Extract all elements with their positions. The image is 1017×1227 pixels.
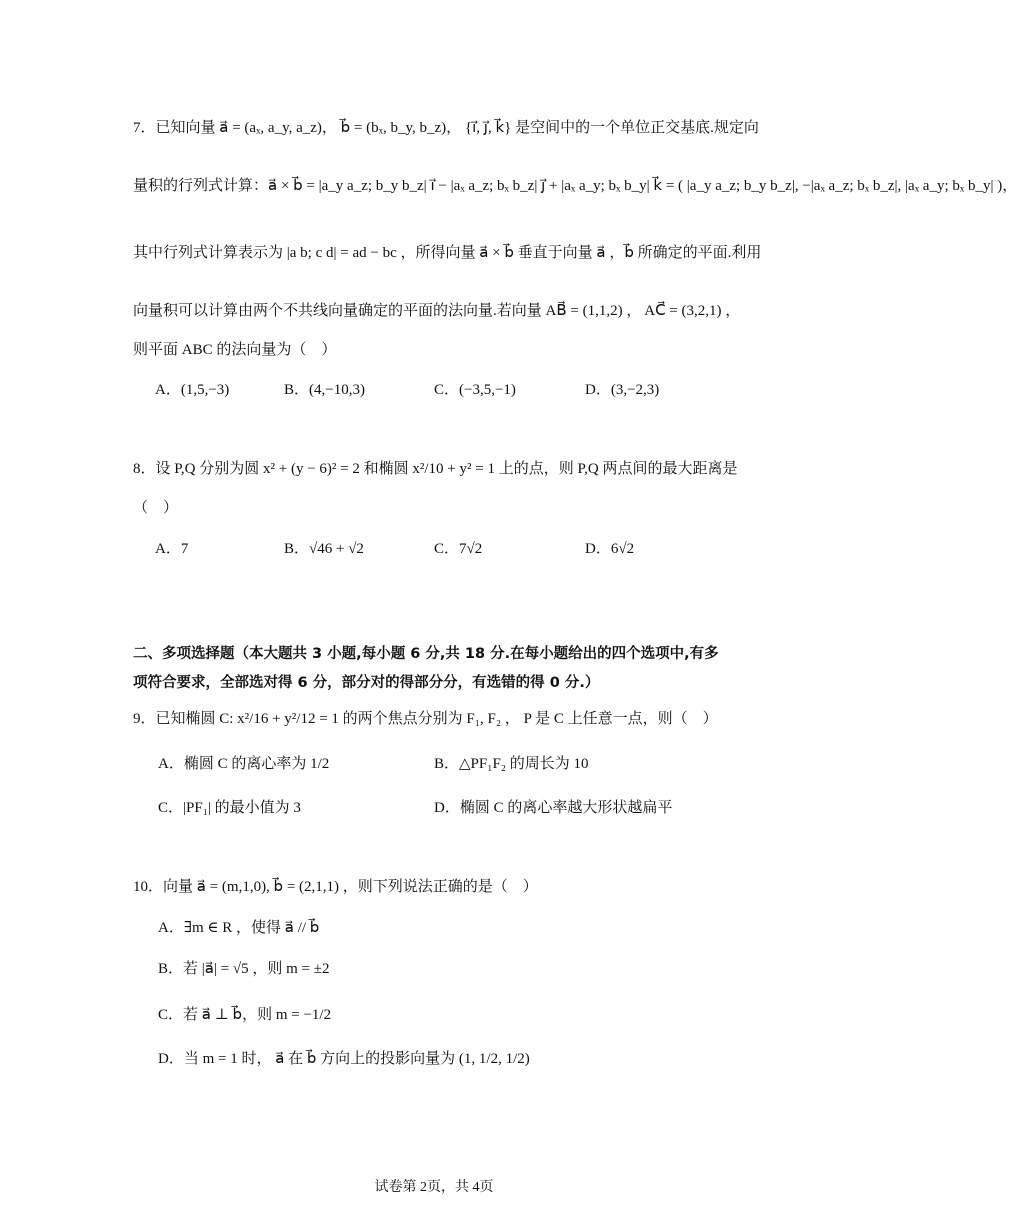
q10-option-b: B．若 |a⃗| = √5 ，则 m = ±2 xyxy=(158,961,330,977)
q10-line1: 10．向量 a⃗ = (m,1,0), b⃗ = (2,1,1) ，则下列说法正确的是（ ） xyxy=(133,879,538,895)
q7-option-d: D．(3,−2,3) xyxy=(585,382,660,398)
q7-option-b: B．(4,−10,3) xyxy=(284,382,365,398)
q10-option-d: D．当 m = 1 时， a⃗ 在 b⃗ 方向上的投影向量为 (1, 1/2, 1/2) xyxy=(158,1051,530,1067)
section2-heading-line2: 项符合要求，全部选对得 6 分，部分对的得部分分，有选错的得 0 分.） xyxy=(133,675,600,691)
q7-line2: 量积的行列式计算：a⃗ × b⃗ = |a_y a_z; b_y b_z| i⃗ − |aₓ a_z; bₓ b_z| j⃗ + |aₓ a_y; bₓ b_y| k⃗ = ( |a_y a_z; b_y b_z|, −|aₓ a_z; bₓ b_z|, |aₓ a_y; bₓ b_y| )， xyxy=(133,178,1017,194)
q9-option-d: D．椭圆 C 的离心率越大形状越扁平 xyxy=(434,800,673,816)
q8-option-c: C．7√2 xyxy=(434,541,483,557)
q10-option-c: C．若 a⃗ ⊥ b⃗，则 m = −1/2 xyxy=(158,1007,332,1023)
q7-option-a: A．(1,5,−3) xyxy=(155,382,230,398)
q7-line5: 则平面 ABC 的法向量为（ ） xyxy=(133,342,337,358)
q8-line1: 8．设 P,Q 分别为圆 x² + (y − 6)² = 2 和椭圆 x²/10 + y² = 1 上的点，则 P,Q 两点间的最大距离是 xyxy=(133,461,738,477)
q9-line1: 9．已知椭圆 C: x²/16 + y²/12 = 1 的两个焦点分别为 F₁, F₂ ， P 是 C 上任意一点，则（ ） xyxy=(133,711,718,727)
q7-option-c: C．(−3,5,−1) xyxy=(434,382,516,398)
q8-line2: （ ） xyxy=(133,500,179,516)
page-footer: 试卷第 2页，共 4页 xyxy=(374,1180,494,1195)
q9-option-c: C．|PF₁| 的最小值为 3 xyxy=(158,800,301,816)
q7-line3: 其中行列式计算表示为 |a b; c d| = ad − bc ，所得向量 a⃗ × b⃗ 垂直于向量 a⃗ ，b⃗ 所确定的平面.利用 xyxy=(133,245,762,261)
q8-option-a: A．7 xyxy=(155,541,189,557)
q8-option-d: D．6√2 xyxy=(585,541,635,557)
q7-line1: 7．已知向量 a⃗ = (aₓ, a_y, a_z)， b⃗ = (bₓ, b_y, b_z)， {i⃗, j⃗, k⃗} 是空间中的一个单位正交基底.规定向 xyxy=(133,120,759,136)
section2-heading-line1: 二、多项选择题（本大题共 3 小题,每小题 6 分,共 18 分.在每小题给出的四个选项中,有多 xyxy=(133,646,719,662)
q10-option-a: A．∃m ∈ R ，使得 a⃗ // b⃗ xyxy=(158,920,320,936)
q9-option-b: B．△PF₁F₂ 的周长为 10 xyxy=(434,756,589,772)
q7-line4: 向量积可以计算由两个不共线向量确定的平面的法向量.若向量 AB⃗ = (1,1,2) ， AC⃗ = (3,2,1) ， xyxy=(133,303,741,319)
q9-option-a: A．椭圆 C 的离心率为 1/2 xyxy=(158,756,330,772)
q8-option-b: B．√46 + √2 xyxy=(284,541,364,557)
